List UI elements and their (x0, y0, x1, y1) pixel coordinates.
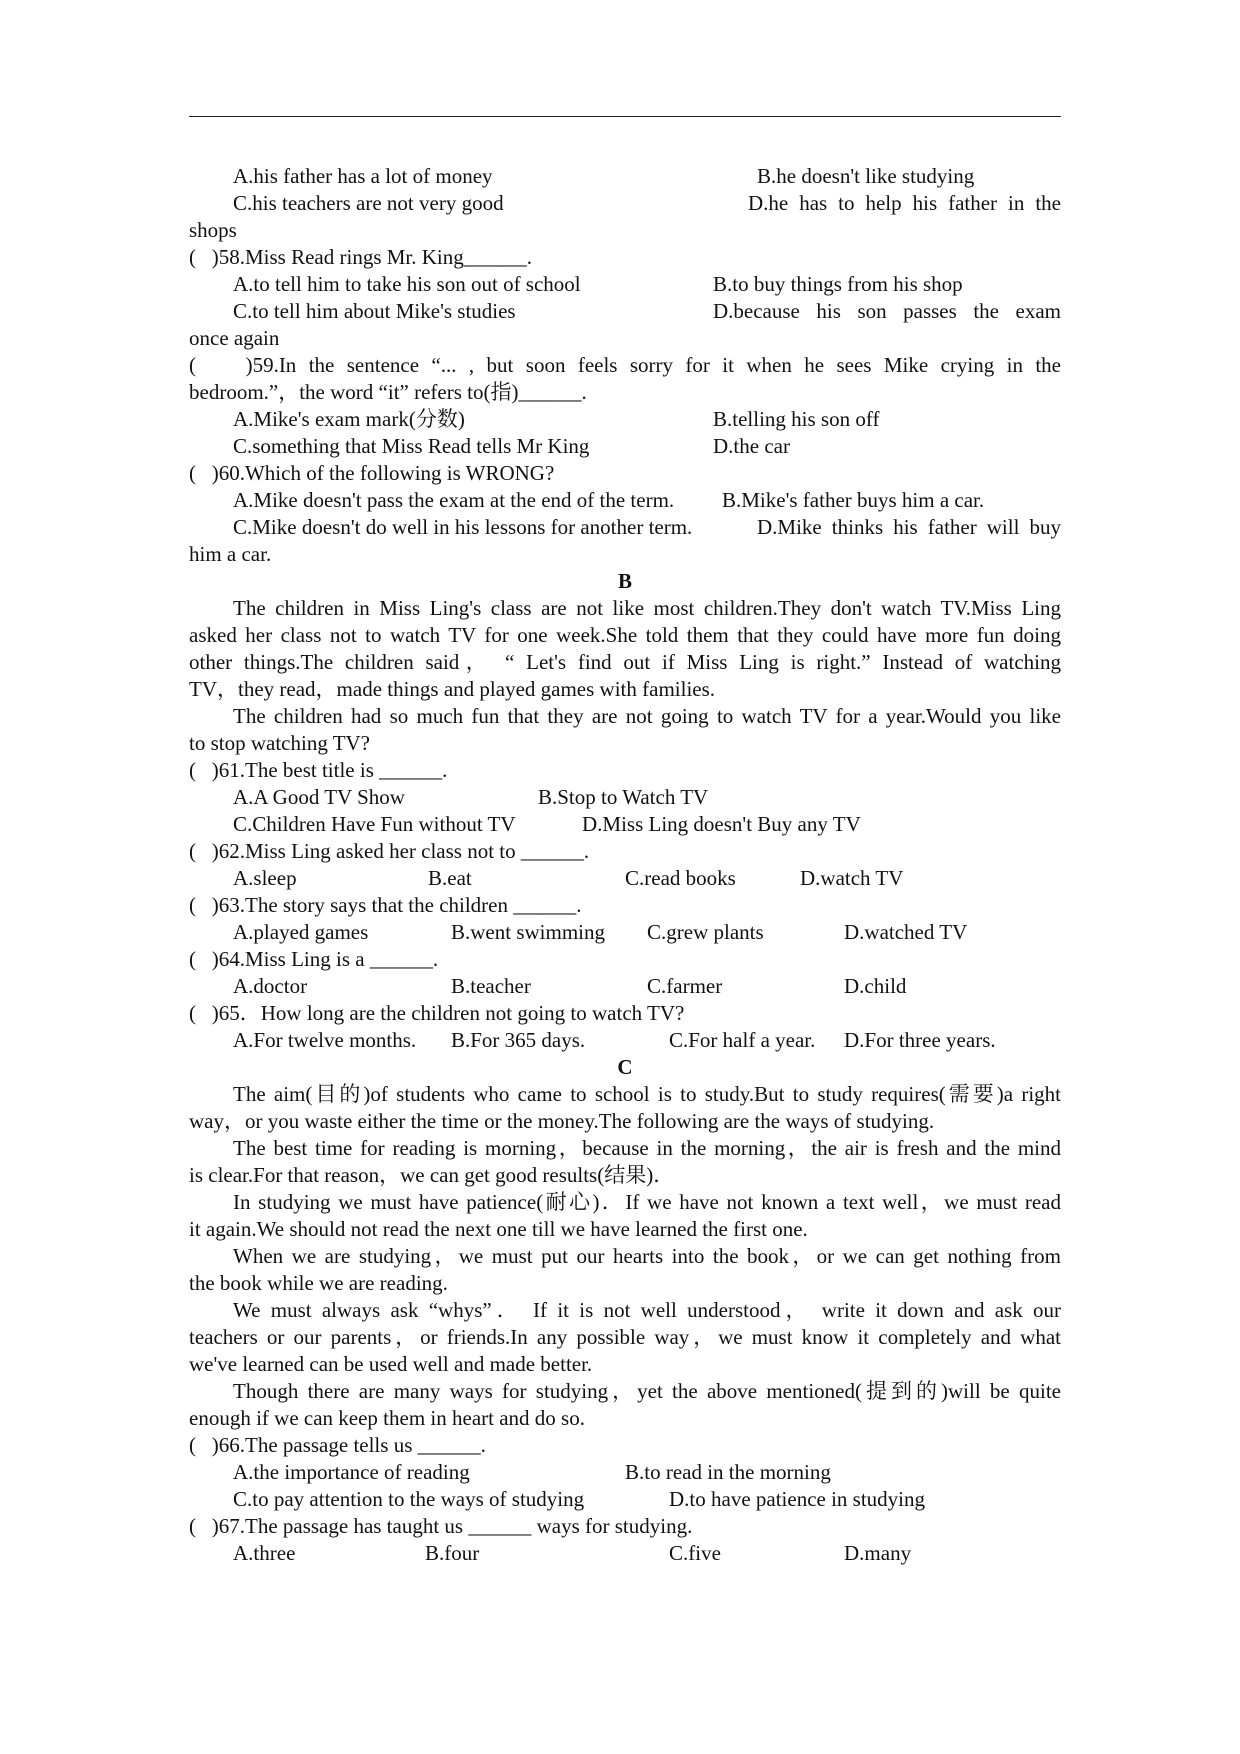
q66-option-d[interactable]: D.to have patience in studying (669, 1487, 926, 1511)
q67-option-b[interactable]: B.four (425, 1541, 480, 1565)
section-b-paragraph-1-line-4: TV，they read，made things and played games with families. (189, 677, 716, 701)
q59-option-d[interactable]: D.the car (713, 434, 790, 458)
q67-stem: ( )67.The passage has taught us ______ ways for studying. (189, 1514, 693, 1538)
q67-options (189, 1540, 1061, 1567)
q60-option-d-continued: him a car. (189, 542, 272, 566)
section-c-paragraph-5-line-2: teachers or our parents，or friends.In any possible way，we must know it completely and what (189, 1325, 1061, 1349)
q66-option-a[interactable]: A.the importance of reading (233, 1460, 470, 1484)
q58-option-b[interactable]: B.to buy things from his shop (713, 272, 963, 296)
q61-option-b[interactable]: B.Stop to Watch TV (538, 785, 709, 809)
q64-option-a[interactable]: A.doctor (233, 974, 308, 998)
q62-option-a[interactable]: A.sleep (233, 866, 297, 890)
section-b-paragraph-1-line-1: The children in Miss Ling's class are not like most children.They don't watch TV.Miss Ling (233, 596, 1061, 620)
q65-stem: ( )65．How long are the children not going to watch TV? (189, 1001, 685, 1025)
q63-option-c[interactable]: C.grew plants (647, 920, 764, 944)
q57-option-d[interactable]: D.he has to help his father in the (748, 191, 1061, 215)
q59-stem-line-2: bedroom.”，the word “it” refers to(指)______. (189, 380, 587, 404)
q63-option-b[interactable]: B.went swimming (451, 920, 606, 944)
section-c-paragraph-4-line-1: When we are studying，we must put our hearts into the book，or we can get nothing from (233, 1244, 1061, 1268)
q59-option-b[interactable]: B.telling his son off (713, 407, 880, 431)
section-b-heading: B (617, 569, 632, 593)
q66-option-c[interactable]: C.to pay attention to the ways of studying (233, 1487, 585, 1511)
q64-option-d[interactable]: D.child (844, 974, 907, 998)
q64-option-b[interactable]: B.teacher (451, 974, 531, 998)
q60-option-d[interactable]: D.Mike thinks his father will buy (757, 515, 1061, 539)
q59-option-c[interactable]: C.something that Miss Read tells Mr King (233, 434, 590, 458)
section-c-paragraph-1-line-2: way，or you waste either the time or the money.The following are the ways of studying. (189, 1109, 935, 1133)
section-b-paragraph-2-line-2: to stop watching TV? (189, 731, 371, 755)
q63-option-a[interactable]: A.played games (233, 920, 369, 944)
q63-options (189, 919, 1061, 946)
q57-options-row-2 (189, 190, 1061, 217)
q60-options-row-1 (189, 487, 1061, 514)
q61-option-c[interactable]: C.Children Have Fun without TV (233, 812, 516, 836)
q67-option-d[interactable]: D.many (844, 1541, 912, 1565)
section-c-paragraph-5-line-3: we've learned can be used well and made better. (189, 1352, 593, 1376)
section-c-paragraph-6-line-1: Though there are many ways for studying，yet the above mentioned(提到的)will be quite (233, 1379, 1061, 1403)
section-c-paragraph-5-line-1: We must always ask “whys”． If it is not well understood， write it down and ask our (233, 1298, 1061, 1322)
q62-option-c[interactable]: C.read books (625, 866, 736, 890)
q62-option-d[interactable]: D.watch TV (800, 866, 904, 890)
q59-options-row-1 (189, 406, 1061, 433)
q58-options-row-2 (189, 298, 1061, 325)
q64-option-c[interactable]: C.farmer (647, 974, 723, 998)
q60-option-a[interactable]: A.Mike doesn't pass the exam at the end of the term. (233, 488, 675, 512)
q60-options-row-2 (189, 514, 1061, 541)
q60-option-b[interactable]: B.Mike's father buys him a car. (722, 488, 985, 512)
q60-option-c[interactable]: C.Mike doesn't do well in his lessons for another term. (233, 515, 693, 539)
section-b-paragraph-2-line-1: The children had so much fun that they are not going to watch TV for a year.Would you like (233, 704, 1061, 728)
section-c-paragraph-2-line-2: is clear.For that reason，we can get good results(结果)． (189, 1163, 675, 1187)
q61-stem: ( )61.The best title is ______. (189, 758, 448, 782)
exam-page-content (189, 163, 1061, 1567)
section-c-paragraph-2-line-1: The best time for reading is morning，because in the morning，the air is fresh and the mind (233, 1136, 1061, 1160)
q62-option-b[interactable]: B.eat (428, 866, 472, 890)
q58-option-c[interactable]: C.to tell him about Mike's studies (233, 299, 516, 323)
q58-options-row-1 (189, 271, 1061, 298)
q67-option-c[interactable]: C.five (669, 1541, 721, 1565)
section-b-paragraph-1-line-2: asked her class not to watch TV for one week.She told them that they could have more fun doing (189, 623, 1061, 647)
q57-option-d-continued: shops (189, 218, 237, 242)
q58-option-d[interactable]: D.because his son passes the exam (713, 299, 1061, 323)
q65-options (189, 1027, 1061, 1054)
section-b-paragraph-1-line-3: other things.The children said， “ Let's find out if Miss Ling is right.” Instead of watching (189, 650, 1061, 674)
q67-option-a[interactable]: A.three (233, 1541, 296, 1565)
q62-options (189, 865, 1061, 892)
q65-option-d[interactable]: D.For three years. (844, 1028, 996, 1052)
q64-stem: ( )64.Miss Ling is a ______. (189, 947, 439, 971)
section-c-paragraph-1-line-1: The aim(目的)of students who came to school is to study.But to study requires(需要)a right (233, 1082, 1061, 1106)
q60-stem: ( )60.Which of the following is WRONG? (189, 461, 555, 485)
section-c-paragraph-6-line-2: enough if we can keep them in heart and do so. (189, 1406, 585, 1430)
q59-stem-line-1: ( )59.In the sentence “... , but soon feels sorry for it when he sees Mike crying in the (189, 353, 1061, 377)
q61-option-a[interactable]: A.A Good TV Show (233, 785, 405, 809)
q66-option-b[interactable]: B.to read in the morning (625, 1460, 831, 1484)
section-c-paragraph-3-line-2: it again.We should not read the next one till we have learned the first one. (189, 1217, 808, 1241)
q59-option-a[interactable]: A.Mike's exam mark(分数) (233, 407, 465, 431)
q63-option-d[interactable]: D.watched TV (844, 920, 968, 944)
q57-options-row-1 (189, 163, 1061, 190)
q61-options-row-2 (189, 811, 1061, 838)
q66-options-row-2 (189, 1486, 1061, 1513)
q58-option-d-continued: once again (189, 326, 280, 350)
q66-stem: ( )66.The passage tells us ______. (189, 1433, 486, 1457)
q57-option-a[interactable]: A.his father has a lot of money (233, 164, 493, 188)
q59-options-row-2 (189, 433, 1061, 460)
q65-option-c[interactable]: C.For half a year. (669, 1028, 816, 1052)
q62-stem: ( )62.Miss Ling asked her class not to ______. (189, 839, 590, 863)
q64-options (189, 973, 1061, 1000)
q66-options-row-1 (189, 1459, 1061, 1486)
q61-option-d[interactable]: D.Miss Ling doesn't Buy any TV (582, 812, 861, 836)
header-rule (189, 116, 1061, 117)
q58-option-a[interactable]: A.to tell him to take his son out of school (233, 272, 581, 296)
q58-stem: ( )58.Miss Read rings Mr. King______. (189, 245, 532, 269)
q57-option-c[interactable]: C.his teachers are not very good (233, 191, 504, 215)
q63-stem: ( )63.The story says that the children ______. (189, 893, 582, 917)
q65-option-b[interactable]: B.For 365 days. (451, 1028, 586, 1052)
q57-option-b[interactable]: B.he doesn't like studying (757, 164, 975, 188)
section-c-paragraph-3-line-1: In studying we must have patience(耐心)．If we have not known a text well，we must read (233, 1190, 1061, 1214)
q65-option-a[interactable]: A.For twelve months. (233, 1028, 417, 1052)
section-c-paragraph-4-line-2: the book while we are reading. (189, 1271, 448, 1295)
section-c-heading: C (617, 1055, 633, 1079)
q61-options-row-1 (189, 784, 1061, 811)
